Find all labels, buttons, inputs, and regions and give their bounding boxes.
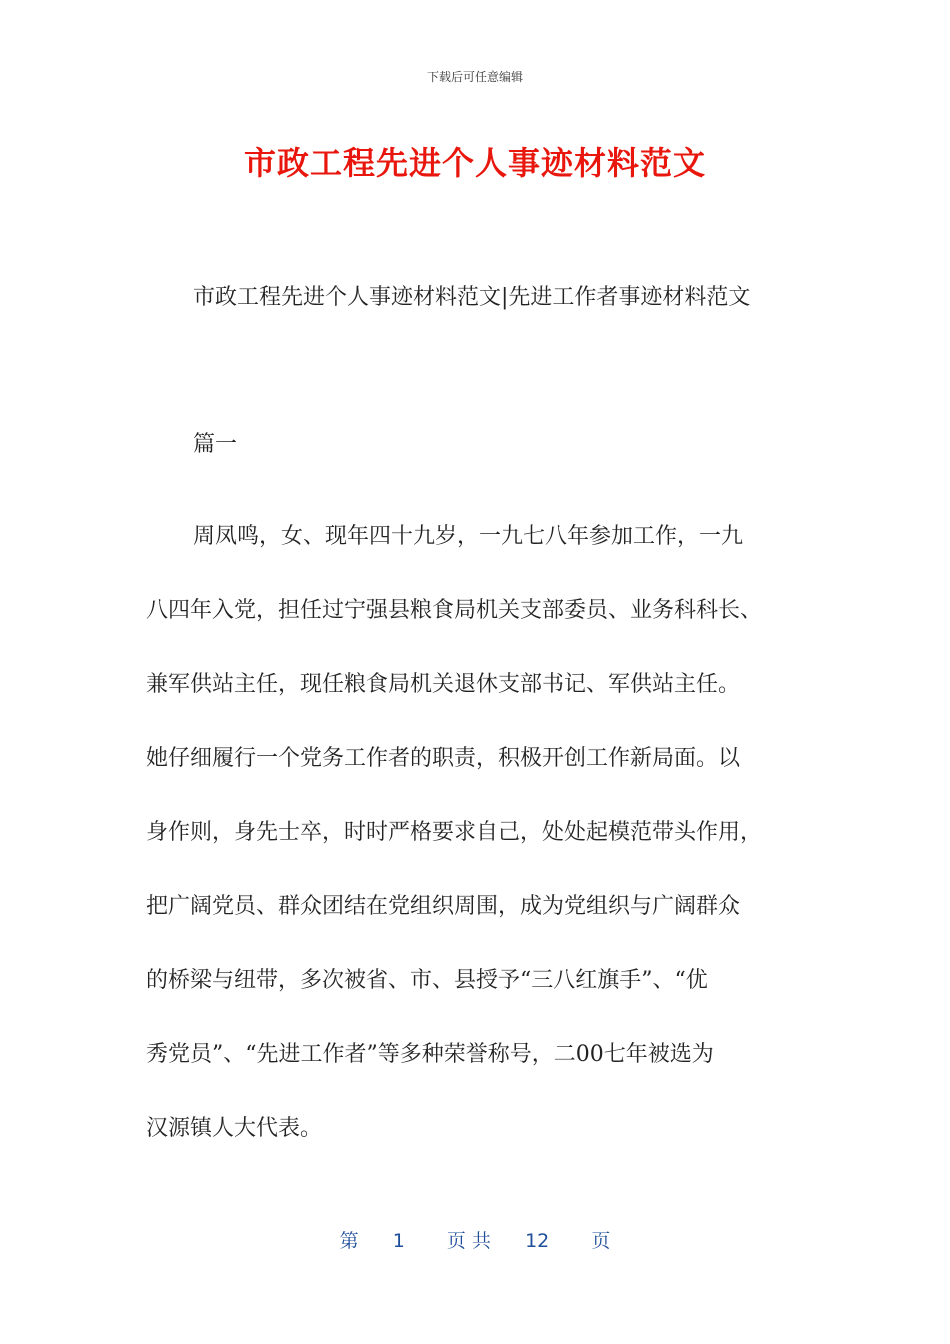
paragraph-line: 她仔细履行一个党务工作者的职责，积极开创工作新局面。以 [146,746,741,771]
paragraph-line: 把广阔党员、群众团结在党组织周围，成为党组织与广阔群众 [146,894,741,919]
footer-prefix: 第 [339,1230,359,1252]
document-title: 市政工程先进个人事迹材料范文 [243,144,706,182]
paragraph-line: 的桥梁与纽带，多次被省、市、县授予“三八红旗手”、“优 [146,968,708,993]
page-footer [0,1226,950,1253]
section-label: 篇一 [193,432,238,457]
footer-suffix: 页 [591,1230,611,1252]
paragraph-line: 周凤鸣，女、现年四十九岁，一九七八年参加工作，一九 [193,524,744,549]
current-page-number: 1 [392,1230,405,1252]
footer-middle: 页 共 [446,1230,491,1252]
body-paragraph [146,500,810,1166]
paragraph-line: 八四年入党，担任过宁强县粮食局机关支部委员、业务科科长、 [146,598,763,623]
paragraph-line: 身作则，身先士卒，时时严格要求自己，处处起模范带头作用， [146,820,763,845]
paragraph-line: 秀党员”、“先进工作者”等多种荣誉称号，二00七年被选为 [146,1042,714,1067]
document-subtitle: 市政工程先进个人事迹材料范文|先进工作者事迹材料范文 [193,285,751,310]
paragraph-line: 汉源镇人大代表。 [146,1116,323,1141]
paragraph-line: 兼军供站主任，现任粮食局机关退休支部书记、军供站主任。 [146,672,741,697]
header-note: 下载后可任意编辑 [426,70,523,84]
total-pages: 12 [525,1230,550,1252]
